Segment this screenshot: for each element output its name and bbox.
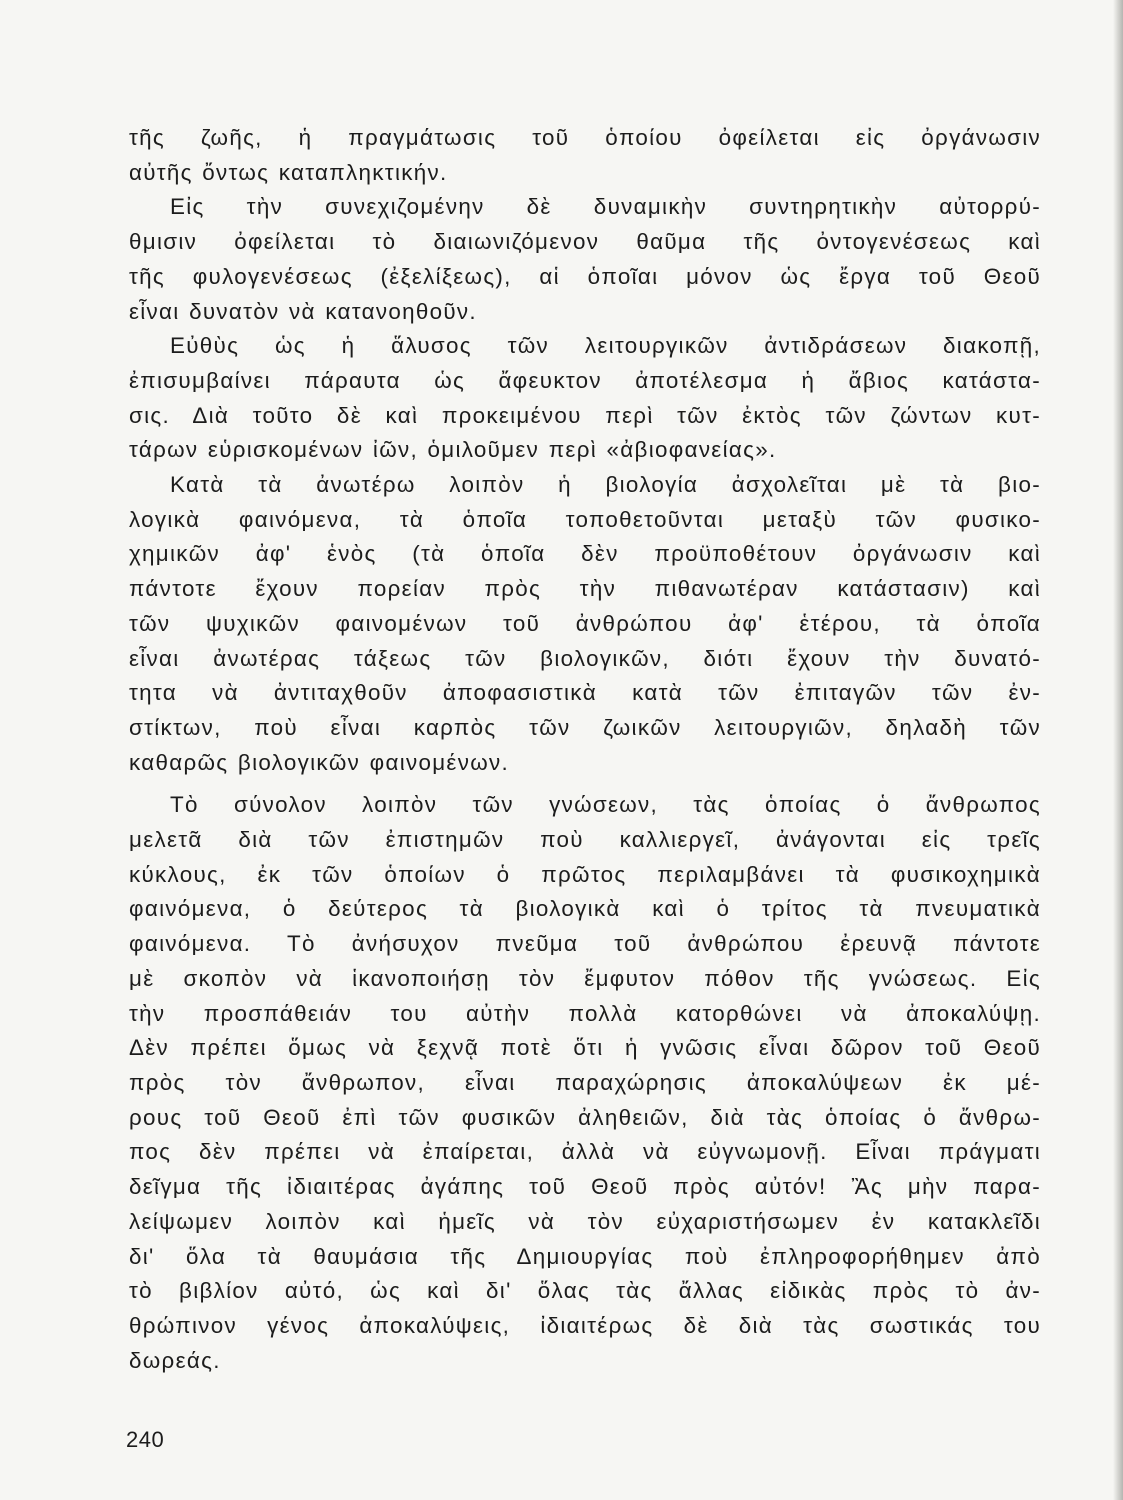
text-line: τὴν προσπάθειάν του αὐτὴν πολλὰ κατορθώνει νὰ ἀποκαλύψῃ.: [129, 1000, 1041, 1026]
text-line: Δὲν πρέπει ὅμως νὰ ξεχνᾷ ποτὲ ὅτι ἡ γνῶσις εἶναι δῶρον τοῦ Θεοῦ: [129, 1035, 1041, 1061]
text-line: δωρεάς.: [129, 1347, 221, 1373]
text-line: Εὐθὺς ὡς ἡ ἅλυσος τῶν λειτουργικῶν ἀντιδράσεων διακοπῇ,: [170, 333, 1041, 359]
text-line: πος δὲν πρέπει νὰ ἐπαίρεται, ἀλλὰ νὰ εὐγνωμονῇ. Εἶναι πράγματι: [129, 1139, 1041, 1165]
text-line: τὸ βιβλίον αὐτό, ὡς καὶ δι' ὅλας τὰς ἄλλας εἰδικὰς πρὸς τὸ ἀν-: [129, 1278, 1041, 1304]
text-line: Τὸ σύνολον λοιπὸν τῶν γνώσεων, τὰς ὁποίας ὁ ἄνθρωπος: [170, 792, 1041, 818]
text-line: θμισιν ὀφείλεται τὸ διαιωνιζόμενον θαῦμα τῆς ὀντογενέσεως καὶ: [129, 229, 1041, 255]
page-number: 240: [126, 1427, 165, 1452]
text-line: Εἰς τὴν συνεχιζομένην δὲ δυναμικὴν συντηρητικὴν αὐτορρύ-: [170, 194, 1041, 220]
text-line: Κατὰ τὰ ἀνωτέρω λοιπὸν ἡ βιολογία ἀσχολεῖται μὲ τὰ βιο-: [170, 472, 1041, 498]
text-line: πάντοτε ἔχουν πορείαν πρὸς τὴν πιθανωτέραν κατάστασιν) καὶ: [129, 576, 1041, 602]
text-line: λογικὰ φαινόμενα, τὰ ὁποῖα τοποθετοῦνται μεταξὺ τῶν φυσικο-: [129, 506, 1041, 532]
text-line: μὲ σκοπὸν νὰ ἱκανοποιήσῃ τὸν ἔμφυτον πόθον τῆς γνώσεως. Εἰς: [129, 965, 1041, 991]
text-line: τάρων εὑρισκομένων ἰῶν, ὁμιλοῦμεν περὶ «ἀβιοφανείας».: [129, 437, 777, 463]
text-line: φαινόμενα, ὁ δεύτερος τὰ βιολογικὰ καὶ ὁ τρίτος τὰ πνευματικὰ: [129, 896, 1041, 922]
text-line: ρους τοῦ Θεοῦ ἐπὶ τῶν φυσικῶν ἀληθειῶν, διὰ τὰς ὁποίας ὁ ἄνθρω-: [129, 1104, 1041, 1130]
text-line: τῶν ψυχικῶν φαινομένων τοῦ ἀνθρώπου ἀφ' ἑτέρου, τὰ ὁποῖα: [129, 610, 1041, 636]
text-line: εἶναι δυνατὸν νὰ κατανοηθοῦν.: [129, 298, 477, 324]
paragraph-2: [129, 190, 1041, 329]
text-line: σις. Διὰ τοῦτο δὲ καὶ προκειμένου περὶ τῶν ἐκτὸς τῶν ζώντων κυτ-: [129, 402, 1041, 428]
paragraph-5: [129, 788, 1041, 1378]
paragraph-4: [129, 468, 1041, 780]
text-line: δεῖγμα τῆς ἰδιαιτέρας ἀγάπης τοῦ Θεοῦ πρὸς αὐτόν! Ἂς μὴν παρα-: [129, 1174, 1041, 1200]
text-line: θρώπινον γένος ἀποκαλύψεις, ἰδιαιτέρως δὲ διὰ τὰς σωστικάς του: [129, 1312, 1041, 1338]
paragraph-3: [129, 329, 1041, 468]
text-line: μελετᾶ διὰ τῶν ἐπιστημῶν ποὺ καλλιεργεῖ, ἀνάγονται εἰς τρεῖς: [129, 827, 1041, 853]
text-line: στίκτων, ποὺ εἶναι καρπὸς τῶν ζωικῶν λειτουργιῶν, δηλαδὴ τῶν: [129, 714, 1041, 740]
text-line: αὐτῆς ὄντως καταπληκτικήν.: [129, 159, 448, 185]
body-text: [129, 121, 1041, 1378]
text-line: ἐπισυμβαίνει πάραυτα ὡς ἄφευκτον ἀποτέλεσμα ἡ ἄβιος κατάστα-: [129, 367, 1041, 393]
text-line: πρὸς τὸν ἄνθρωπον, εἶναι παραχώρησις ἀποκαλύψεων ἐκ μέ-: [129, 1069, 1041, 1095]
text-line: φαινόμενα. Τὸ ἀνήσυχον πνεῦμα τοῦ ἀνθρώπου ἐρευνᾷ πάντοτε: [129, 931, 1041, 957]
text-line: λείψωμεν λοιπὸν καὶ ἡμεῖς νὰ τὸν εὐχαριστήσωμεν ἐν κατακλεῖδι: [129, 1208, 1041, 1234]
text-line: δι' ὅλα τὰ θαυμάσια τῆς Δημιουργίας ποὺ ἐπληροφορήθημεν ἀπὸ: [129, 1243, 1041, 1269]
text-line: τῆς φυλογενέσεως (ἐξελίξεως), αἱ ὁποῖαι μόνον ὡς ἔργα τοῦ Θεοῦ: [129, 263, 1041, 289]
text-line: κύκλους, ἐκ τῶν ὁποίων ὁ πρῶτος περιλαμβάνει τὰ φυσικοχημικὰ: [129, 861, 1041, 887]
text-line: καθαρῶς βιολογικῶν φαινομένων.: [129, 749, 510, 775]
text-line: τῆς ζωῆς, ἡ πραγμάτωσις τοῦ ὁποίου ὀφείλεται εἰς ὀργάνωσιν: [129, 125, 1041, 150]
text-line: τητα νὰ ἀντιταχθοῦν ἀποφασιστικὰ κατὰ τῶν ἐπιταγῶν τῶν ἐν-: [129, 680, 1041, 706]
page-edge-shadow: [1113, 0, 1123, 1500]
text-line: χημικῶν ἀφ' ἑνὸς (τὰ ὁποῖα δὲν προϋποθέτουν ὀργάνωσιν καὶ: [129, 541, 1041, 567]
paragraph-1: [129, 121, 1041, 190]
text-line: εἶναι ἀνωτέρας τάξεως τῶν βιολογικῶν, διότι ἔχουν τὴν δυνατό-: [129, 645, 1041, 671]
